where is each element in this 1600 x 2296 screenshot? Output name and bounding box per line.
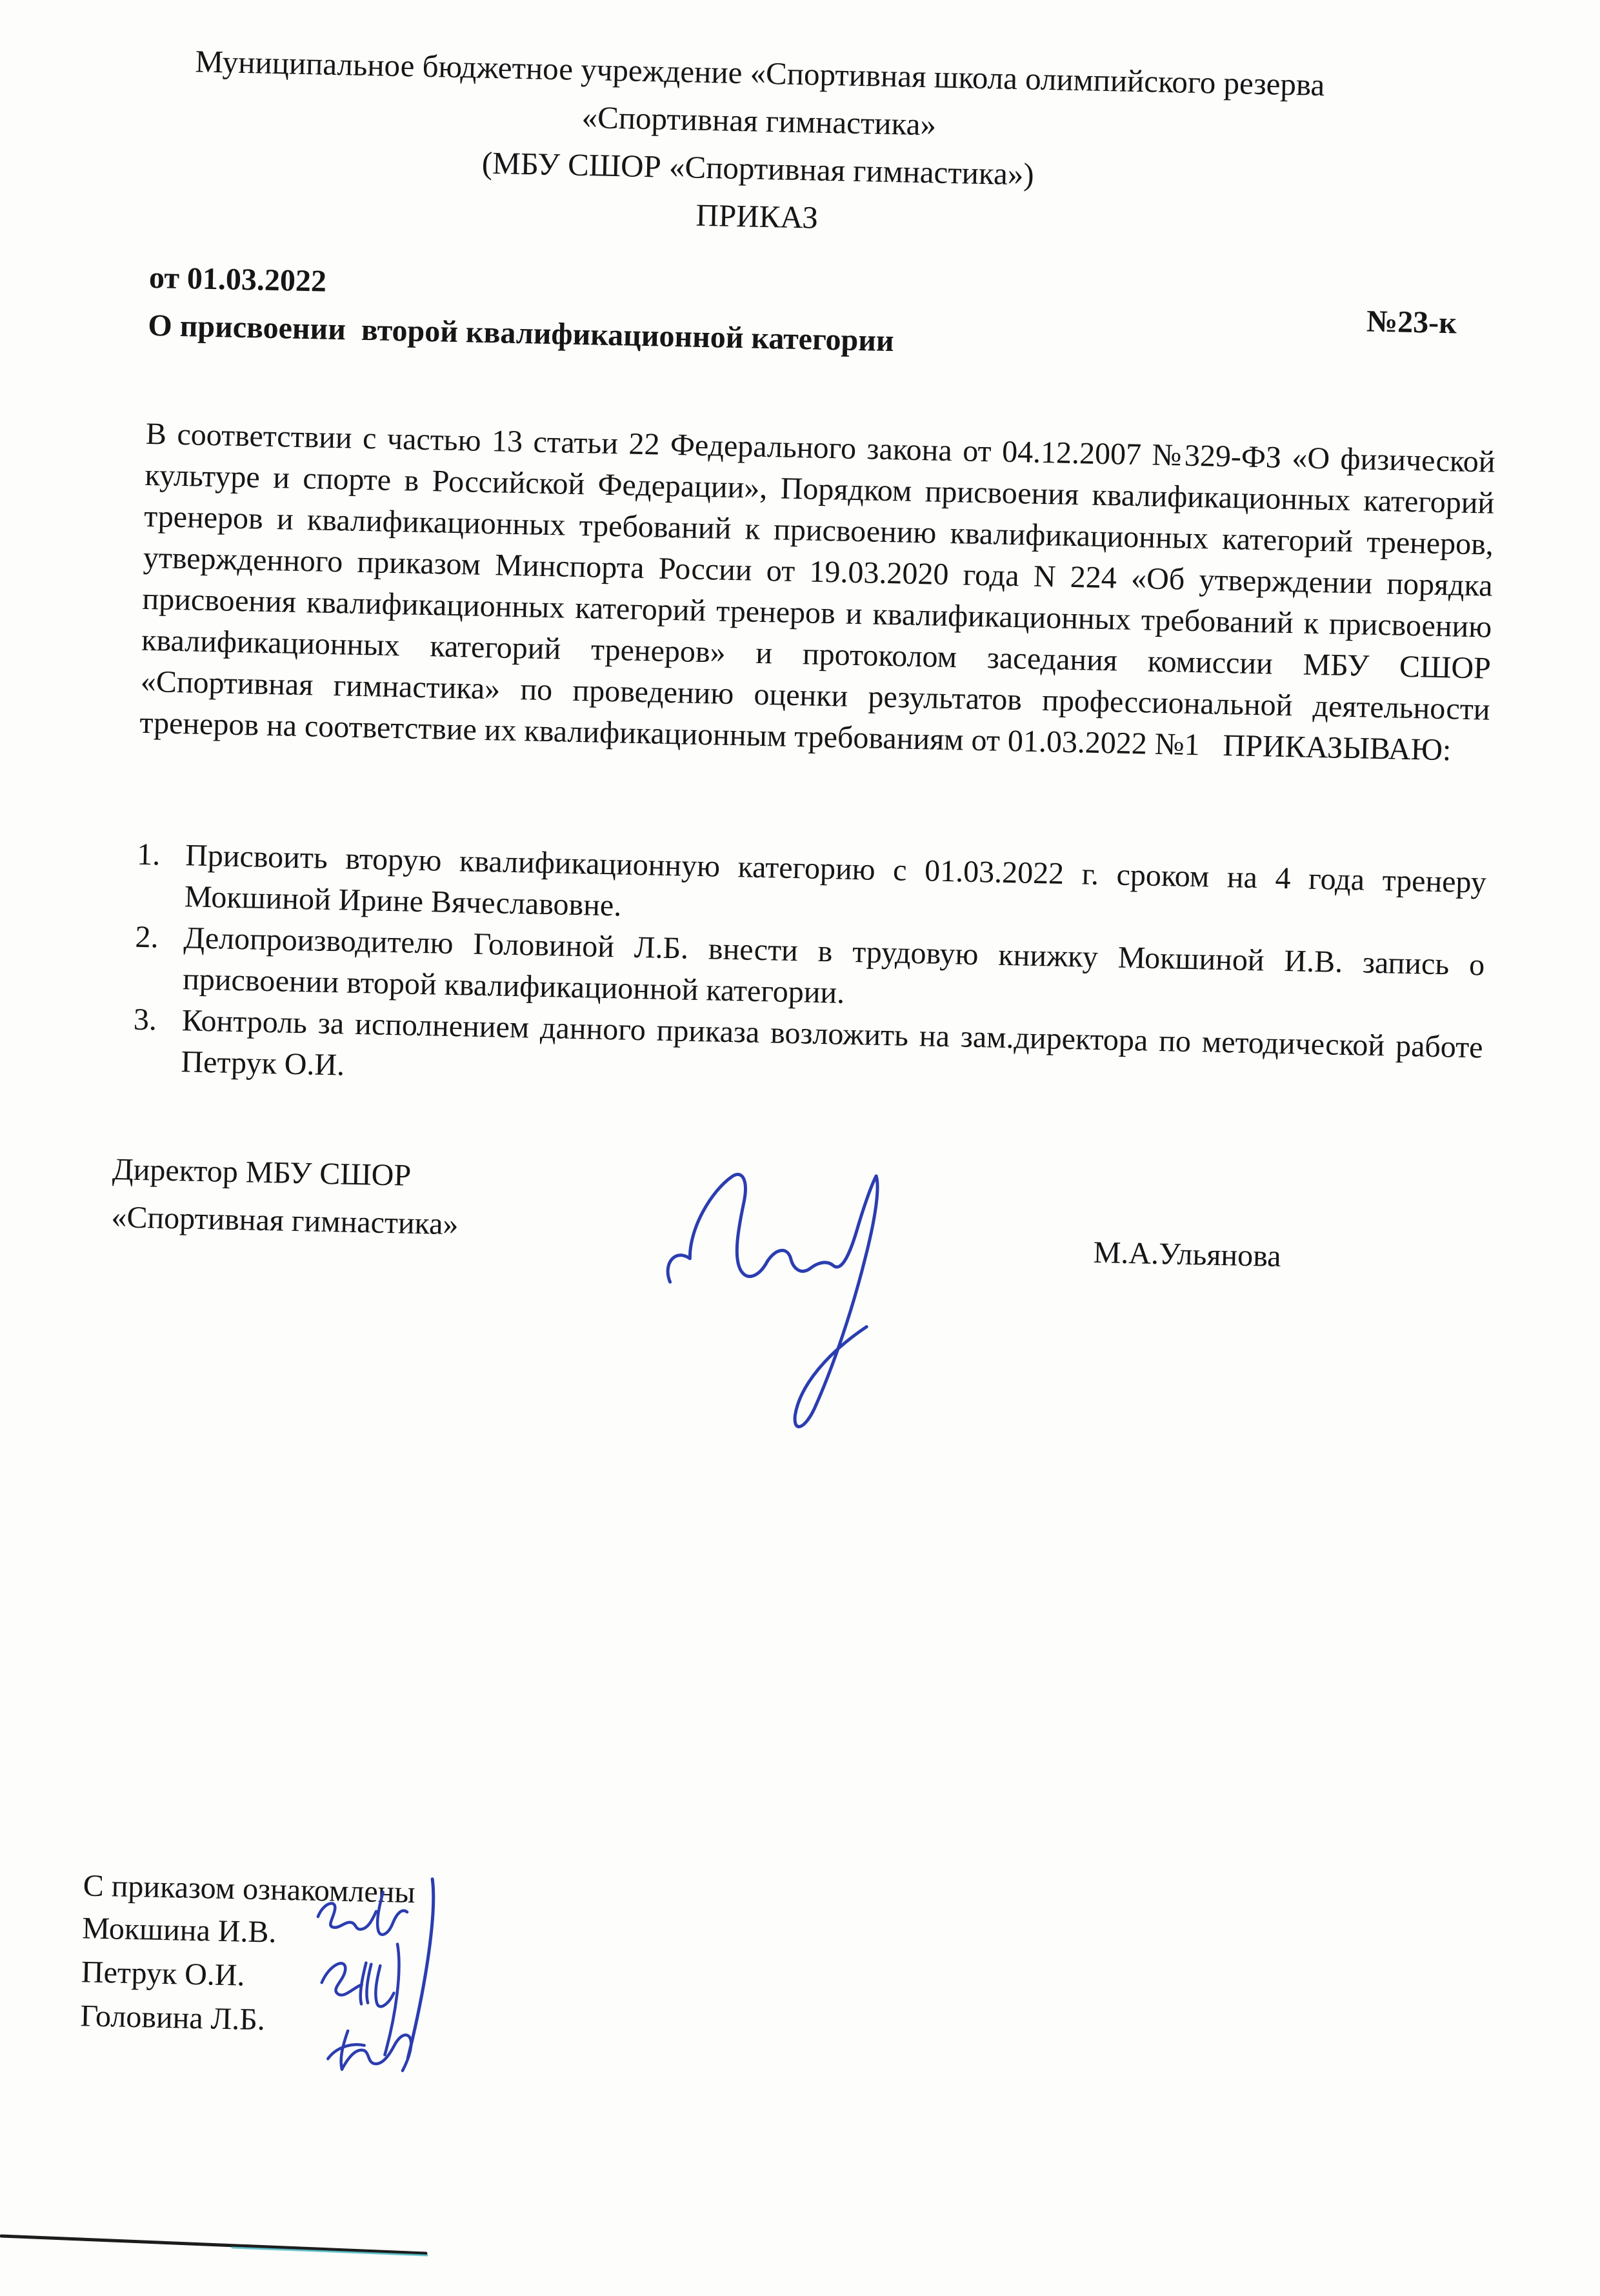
order-item: Делопроизводителю Головиной Л.Б. внести в трудовую книжку Мокшиной И.В. запись о присвоении второй квалификационной категории. <box>182 921 1485 1010</box>
golovina-signature-stroke <box>328 2030 412 2071</box>
director-name: М.А.Ульянова <box>1093 1235 1282 1274</box>
document-header <box>0 34 1521 256</box>
mokshina-signature-stroke <box>317 1891 407 1935</box>
acknowledgement-names <box>80 1906 277 2042</box>
director-position-line: «Спортивная гимнастика» <box>110 1200 459 1242</box>
director-position-line: Директор МБУ СШОР <box>112 1152 412 1193</box>
acknowledgement-title: С приказом ознакомлены <box>83 1868 416 1910</box>
header-line: (МБУ СШОР «Спортивная гимнастика») <box>481 145 1035 192</box>
order-subject: О присвоении второй квалификационной категории <box>147 308 895 359</box>
acknowledgement-name: Головина Л.Б. <box>80 1999 266 2037</box>
acknowledgement-signatures-ink <box>301 1865 506 2088</box>
petruk-signature-stroke <box>320 1942 399 2055</box>
order-number: №23-к <box>1366 304 1457 341</box>
header-line: ПРИКАЗ <box>695 197 819 235</box>
order-item: Присвоить вторую квалификационную категорию с 01.03.2022 г. сроком на 4 года тренеру Мокшиной Ирине Вячеславовне. <box>184 838 1487 923</box>
header-line: Муниципальное бюджетное учреждение «Спортивная школа олимпийского резерва <box>194 43 1325 103</box>
director-position-lines <box>111 1146 460 1248</box>
order-item: Контроль за исполнением данного приказа возложить на зам.директора по методической работе Петрук О.И. <box>181 1003 1484 1083</box>
mokshina-signature-tail-stroke <box>408 1879 434 2059</box>
scan-edge-artifact <box>0 2224 452 2263</box>
director-signature-ink <box>647 1150 918 1452</box>
order-date: от 01.03.2022 <box>148 260 327 299</box>
order-items-list <box>132 834 1487 1110</box>
acknowledgement-name: Петрук О.И. <box>81 1955 246 1993</box>
order-preamble-paragraph: В соответствии с частью 13 статьи 22 Федерального закона от 04.12.2007 №329-ФЗ «О физической культуре и спорте в Российской Федерации», Порядком присвоения квалификационных категорий тренеров и квалификационных требований к присвоению квалификационных категорий тренеров, утвержденного приказом Минспорта России от 19.03.2020 года N 224 «Об утверждении порядка присвоения квалификационных категорий тренеров и квалификационных требований к присвоению квалификационных категорий тренеров» и протоколом заседания комиссии МБУ СШОР «Спортивная гимнастика» по проведению оценки результатов профессиональной деятельности тренеров на соответствие их квалификационным требованиям от 01.03.2022 №1 ПРИКАЗЫВАЮ: <box>139 416 1496 768</box>
header-line: «Спортивная гимнастика» <box>581 99 937 143</box>
director-signature-stroke <box>665 1172 877 1428</box>
acknowledgement-name: Мокшина И.В. <box>81 1911 277 1950</box>
scan-edge-dark-line <box>1 2236 426 2253</box>
